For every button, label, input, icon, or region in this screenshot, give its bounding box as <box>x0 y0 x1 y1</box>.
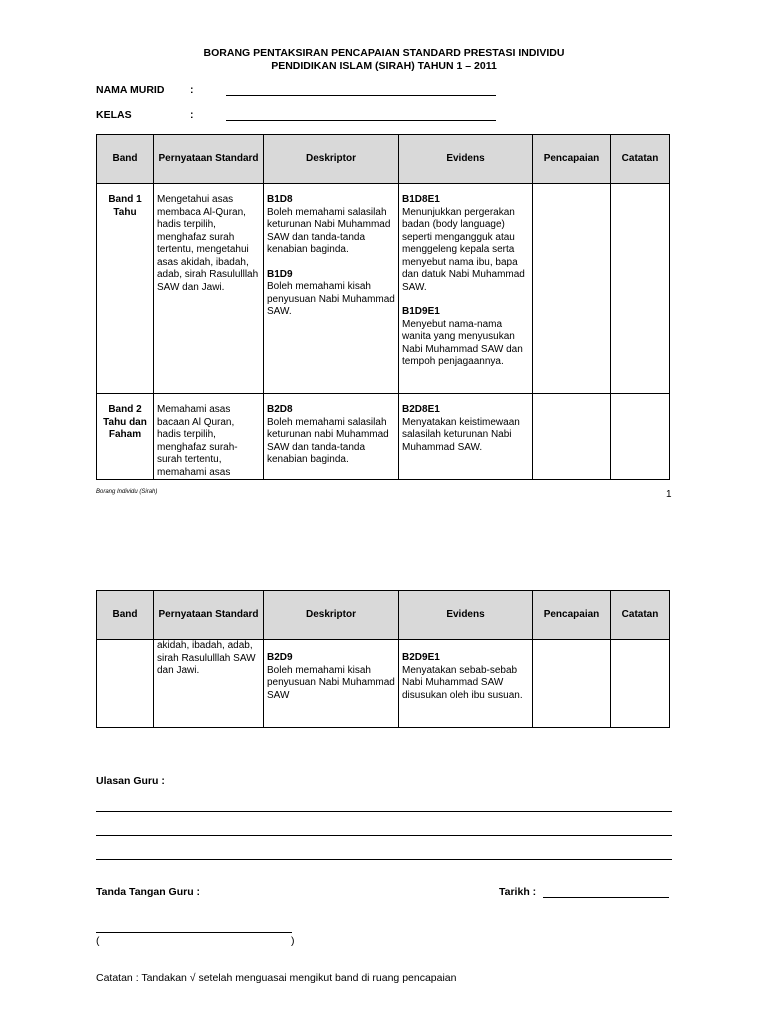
header-pencapaian: Pencapaian <box>533 135 611 184</box>
catatan-cell[interactable] <box>611 394 670 480</box>
evidens-cell <box>399 640 533 728</box>
table-row <box>97 184 670 394</box>
header-catatan: Catatan <box>611 135 670 184</box>
header-catatan: Catatan <box>611 591 670 640</box>
assessment-table-page2 <box>96 590 670 728</box>
kelas-line[interactable] <box>226 120 496 121</box>
evidens-code: B1D9E1 <box>402 306 440 317</box>
evidens-code: B2D8E1 <box>402 404 440 415</box>
evidens-text: Menyatakan sebab-sebab Nabi Muhammad SAW disusukan oleh ibu susuan. <box>402 664 523 701</box>
evidens-code: B1D8E1 <box>402 194 440 205</box>
form-title-line1: BORANG PENTAKSIRAN PENCAPAIAN STANDARD PRESTASI INDIVIDU <box>203 47 565 59</box>
descriptor-text: Boleh memahami salasilah keturunan nabi Muhammad SAW dan tanda-tanda kenabian baginda. <box>267 416 389 465</box>
evidens-cell <box>399 184 533 394</box>
tarikh-line[interactable] <box>543 897 669 898</box>
tarikh-label: Tarikh : <box>499 886 537 898</box>
evidens-cell <box>399 394 533 480</box>
nama-murid-colon: : <box>190 84 194 96</box>
header-band: Band <box>97 135 154 184</box>
kelas-label: KELAS <box>96 109 132 121</box>
signature-line[interactable] <box>96 932 292 933</box>
pencapaian-cell[interactable] <box>533 640 611 728</box>
page-footer-label: Borang Individu (Sirah) <box>96 489 158 495</box>
catatan-note: Catatan : Tandakan √ setelah menguasai mengikut band di ruang pencapaian <box>96 972 457 984</box>
name-paren-open: ( <box>96 935 100 947</box>
table-row <box>97 640 670 728</box>
pencapaian-cell[interactable] <box>533 394 611 480</box>
pernyataan-cell: akidah, ibadah, adab, sirah Rasululllah SAW dan Jawi. <box>154 640 264 728</box>
descriptor-code: B1D9 <box>267 268 293 280</box>
deskriptor-cell <box>264 394 399 480</box>
page-number: 1 <box>666 489 672 500</box>
nama-murid-line[interactable] <box>226 95 496 96</box>
header-evidens: Evidens <box>399 135 533 184</box>
header-pernyataan-standard: Pernyataan Standard <box>154 591 264 640</box>
evidens-text: Menyatakan keistimewaan salasilah keturunan Nabi Muhammad SAW. <box>402 416 520 453</box>
evidens-code: B2D9E1 <box>402 652 440 663</box>
evidens-text: Menyebut nama-nama wanita yang menyusukan Nabi Muhammad SAW dan tempoh penjagaannya. <box>402 318 523 367</box>
descriptor-text: Boleh memahami kisah penyusuan Nabi Muhammad SAW <box>267 664 395 701</box>
header-deskriptor: Deskriptor <box>264 591 399 640</box>
header-pernyataan-standard: Pernyataan Standard <box>154 135 264 184</box>
header-pencapaian: Pencapaian <box>533 591 611 640</box>
band-cell: Band 1 Tahu <box>97 184 154 394</box>
catatan-cell[interactable] <box>611 640 670 728</box>
kelas-colon: : <box>190 109 194 121</box>
nama-murid-label: NAMA MURID <box>96 84 165 96</box>
descriptor-code: B1D8 <box>267 194 293 205</box>
pernyataan-cell: Mengetahui asas membaca Al-Quran, hadis terpilih, menghafaz surah tertentu, mengetahui asas akidah, ibadah, adab, sirah Rasululllah SAW dan Jawi. <box>154 184 264 394</box>
deskriptor-cell <box>264 184 399 394</box>
band-cell <box>97 640 154 728</box>
assessment-table-page1 <box>96 134 670 480</box>
form-title-line2: PENDIDIKAN ISLAM (SIRAH) TAHUN 1 – 2011 <box>271 60 497 72</box>
band-cell: Band 2 Tahu dan Faham <box>97 394 154 480</box>
tanda-tangan-guru-label: Tanda Tangan Guru : <box>96 886 201 898</box>
descriptor-text: Boleh memahami kisah penyusuan Nabi Muhammad SAW. <box>267 281 395 317</box>
ulasan-line[interactable] <box>96 811 672 812</box>
ulasan-line[interactable] <box>96 859 672 860</box>
header-deskriptor: Deskriptor <box>264 135 399 184</box>
header-evidens: Evidens <box>399 591 533 640</box>
descriptor-text: Boleh memahami salasilah keturunan Nabi Muhammad SAW dan tanda-tanda kenabian baginda. <box>267 206 391 255</box>
pernyataan-cell: Memahami asas bacaan Al Quran, hadis terpilih, menghafaz surah-surah tertentu, memahami asas <box>154 394 264 480</box>
descriptor-code: B2D9 <box>267 652 293 663</box>
header-band: Band <box>97 591 154 640</box>
descriptor-code: B2D8 <box>267 404 293 415</box>
evidens-text: Menunjukkan pergerakan badan (body language) seperti mengangguk atau menggeleng kepala serta menyebut nama ibu, bapa dan datuk Nabi Muhammad SAW. <box>402 206 525 293</box>
pencapaian-cell[interactable] <box>533 184 611 394</box>
ulasan-guru-label: Ulasan Guru : <box>96 775 165 787</box>
table-row <box>97 394 670 480</box>
ulasan-line[interactable] <box>96 835 672 836</box>
deskriptor-cell <box>264 640 399 728</box>
catatan-cell[interactable] <box>611 184 670 394</box>
name-paren-close: ) <box>291 935 295 947</box>
